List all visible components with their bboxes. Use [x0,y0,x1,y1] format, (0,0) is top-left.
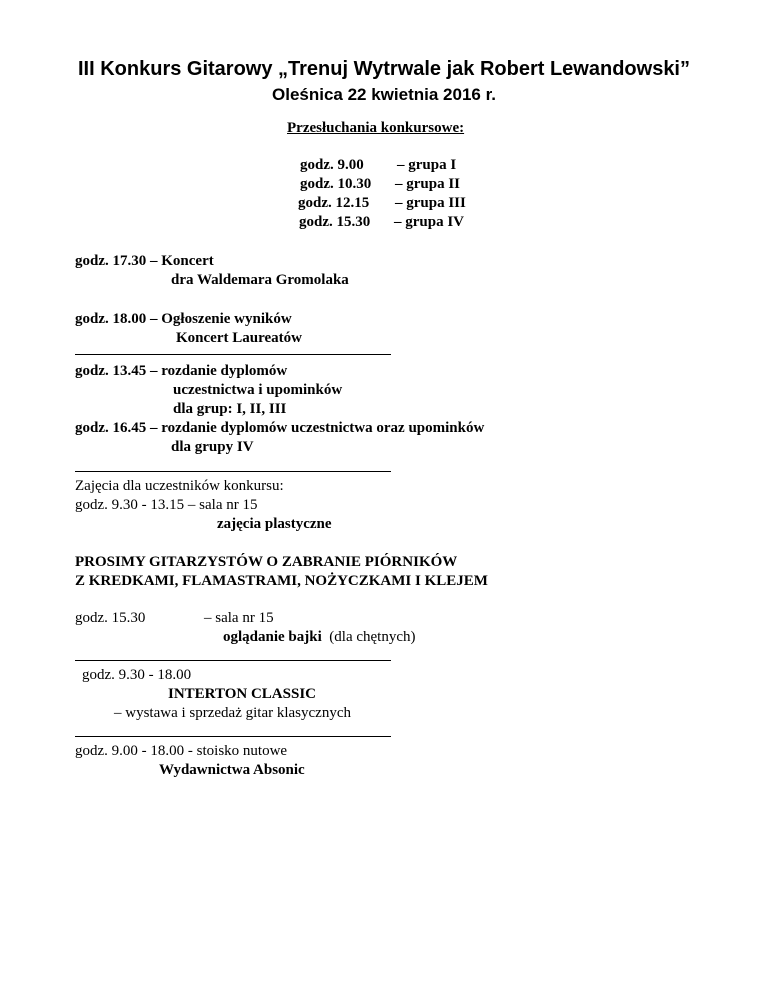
audition-group: – grupa IV [394,214,465,230]
stand-publisher: Wydawnictwa Absonic [159,762,305,778]
diplomas-line: godz. 16.45 – rozdanie dyplomów uczestnictwa oraz upominków [75,420,485,436]
document-subtitle: Oleśnica 22 kwietnia 2016 r. [272,85,496,104]
diplomas-line: godz. 13.45 – rozdanie dyplomów [75,363,288,379]
exhibition-company: INTERTON CLASSIC [168,686,316,702]
audition-group: – grupa III [395,195,466,211]
diplomas-groups: dla grupy IV [171,439,254,455]
document-title: III Konkurs Gitarowy „Trenuj Wytrwale jak Robert Lewandowski” [78,58,690,80]
divider [75,471,391,472]
cartoon-time: godz. 15.30 [75,610,146,626]
stand-line: godz. 9.00 - 18.00 - stoisko nutowe [75,743,288,759]
auditions-heading: Przesłuchania konkursowe: [287,120,465,136]
workshops-time: godz. 9.30 - 13.15 – sala nr 15 [75,497,258,513]
audition-time: godz. 15.30 [299,214,371,230]
audition-group: – grupa I [397,157,457,173]
audition-group: – grupa II [395,176,461,192]
exhibition-time: godz. 9.30 - 18.00 [82,667,192,683]
audition-time: godz. 10.30 [300,176,372,192]
cartoon-note: (dla chętnych) [329,629,416,645]
audition-time: godz. 12.15 [298,195,370,211]
diplomas-line: uczestnictwa i upominków [173,382,343,398]
diplomas-groups: dla grup: I, II, III [173,401,287,417]
results-line: godz. 18.00 – Ogłoszenie wyników [75,311,292,327]
cartoon-activity-line [223,628,416,646]
request-line: Z KREDKAMI, FLAMASTRAMI, NOŻYCZKAMI I KLEJEM [75,573,488,589]
request-line: PROSIMY GITARZYSTÓW O ZABRANIE PIÓRNIKÓW [75,554,458,570]
workshops-heading: Zajęcia dla uczestników konkursu: [75,478,284,494]
cartoon-room: – sala nr 15 [204,610,274,626]
divider [75,736,391,737]
audition-time: godz. 9.00 [300,157,364,173]
exhibition-description: – wystawa i sprzedaż gitar klasycznych [114,705,351,721]
cartoon-activity: oglądanie bajki [223,629,322,645]
laureates-concert: Koncert Laureatów [176,330,302,346]
concert-performer: dra Waldemara Gromolaka [171,272,349,288]
divider [75,354,391,355]
workshops-activity: zajęcia plastyczne [217,516,332,532]
concert-line: godz. 17.30 – Koncert [75,253,214,269]
divider [75,660,391,661]
